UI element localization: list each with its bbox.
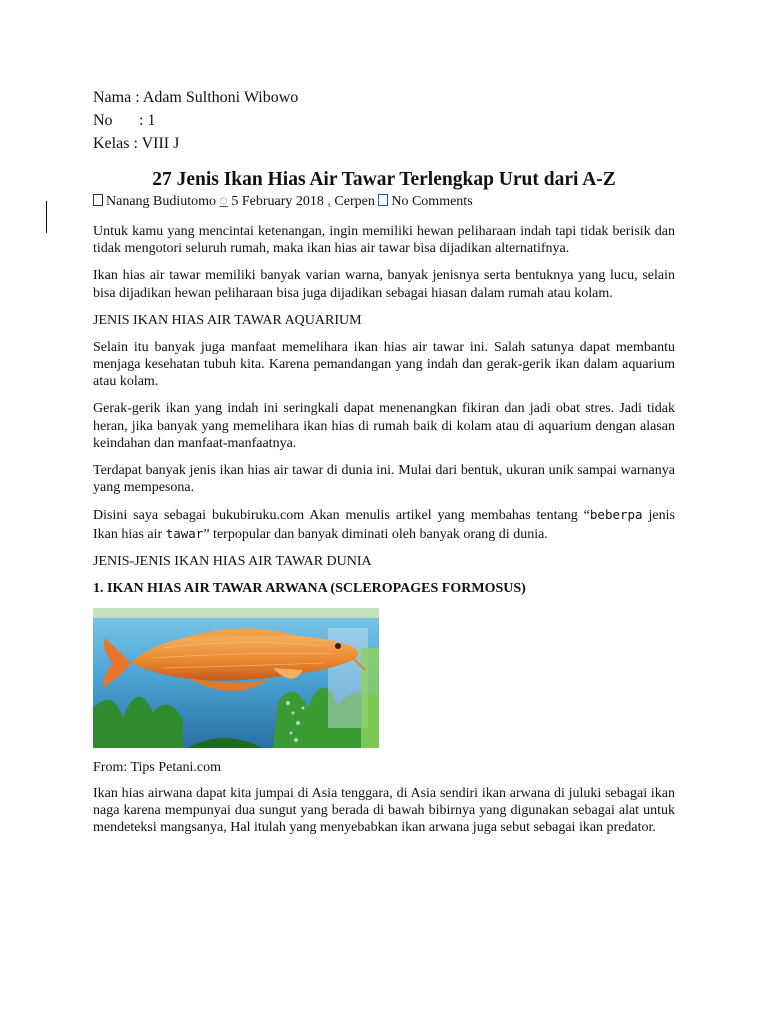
paragraph-movement: Gerak-gerik ikan yang indah ini seringkali dapat menenangkan fikiran dan jadi obat stres. Jadi tidak heran, jika banyak yang memelihara ikan hias di rumah baik di kolam atau di aquarium dengan alasan keindahan dan manfaat-manfaatnya. [93, 401, 675, 451]
no-label: No [93, 112, 113, 129]
post-date: 5 February 2018 [231, 194, 324, 209]
paragraph-author-intent [93, 506, 675, 542]
article-meta [93, 193, 675, 211]
student-class-line: Kelas : VIII J [93, 135, 180, 152]
para6-text-a: Disini saya sebagai bukubiruku.com Akan menulis artikel yang membahas tentang “ [93, 508, 590, 524]
name-value: Adam Sulthoni Wibowo [142, 89, 299, 106]
date-link[interactable]: , [327, 194, 331, 209]
paragraph-benefits: Selain itu banyak juga manfaat memelihara ikan hias air tawar ini. Salah satunya dapat membantu menjaga kesehatan tubuh kita. Karena pemandangan yang indah dan gerak-gerik ikan dalam aquarium atau kolam. [93, 339, 675, 390]
student-name-line: Nama : Adam Sulthoni Wibowo [93, 89, 299, 106]
category[interactable]: Cerpen [334, 194, 375, 209]
class-label: Kelas [93, 135, 130, 152]
name-label: Nama [93, 89, 132, 106]
para6-mono-word-1: beberpa [589, 507, 643, 523]
clock-icon[interactable]: ◌ [219, 194, 228, 209]
user-icon [93, 194, 103, 206]
author: Nanang Budiutomo [106, 194, 217, 209]
heading-arwana: 1. IKAN HIAS AIR TAWAR ARWANA (SCLEROPAGES FORMOSUS) [93, 580, 526, 596]
image-caption: From: Tips Petani.com [93, 759, 221, 775]
comment-icon [378, 194, 388, 206]
comments[interactable]: No Comments [391, 194, 473, 209]
document-page [93, 86, 675, 836]
student-no-line: No : 1 [93, 109, 675, 132]
para6-text-c: ” terpopular dan banyak diminati oleh banyak orang di dunia. [203, 526, 548, 542]
heading-aquarium: JENIS IKAN HIAS AIR TAWAR AQUARIUM [93, 312, 362, 328]
arwana-image [93, 608, 675, 748]
para6-mono-word-2: tawar [165, 525, 204, 541]
para6-text-b: jenis Ikan hias air [93, 508, 675, 542]
paragraph-arwana: Ikan hias airwana dapat kita jumpai di Asia tenggara, di Asia sendiri ikan arwana di juluki sebagai ikan naga karena mempunyai dua sungut yang berada di bawah bibirnya yang digunakan sebagai alat untuk mendeteksi mangsanya, Hal itulah yang menyebabkan ikan arwana juga sebut sebagai ikan predator. [93, 785, 675, 836]
class-value: VIII J [141, 135, 180, 152]
paragraph-types: Terdapat banyak jenis ikan hias air tawar di dunia ini. Mulai dari bentuk, ukuran unik sampai warnanya yang mempesona. [93, 463, 675, 496]
article-title: 27 Jenis Ikan Hias Air Tawar Terlengkap Urut dari A-Z [152, 169, 616, 190]
heading-world: JENIS-JENIS IKAN HIAS AIR TAWAR DUNIA [93, 553, 372, 569]
paragraph-intro: Untuk kamu yang mencintai ketenangan, ingin memiliki hewan peliharaan indah tapi tidak berisik dan tidak mengotori seluruh rumah, maka ikan hias air tawar bisa dijadikan alternatifnya. [93, 224, 675, 257]
text-cursor [46, 201, 47, 233]
paragraph-varieties: Ikan hias air tawar memiliki banyak varian warna, banyak jenisnya serta bentuknya yang lucu, selain bisa dijadikan hewan peliharaan bisa juga dijadikan sebagai hiasan dalam rumah atau kolam. [93, 268, 675, 301]
no-value: 1 [147, 112, 156, 129]
